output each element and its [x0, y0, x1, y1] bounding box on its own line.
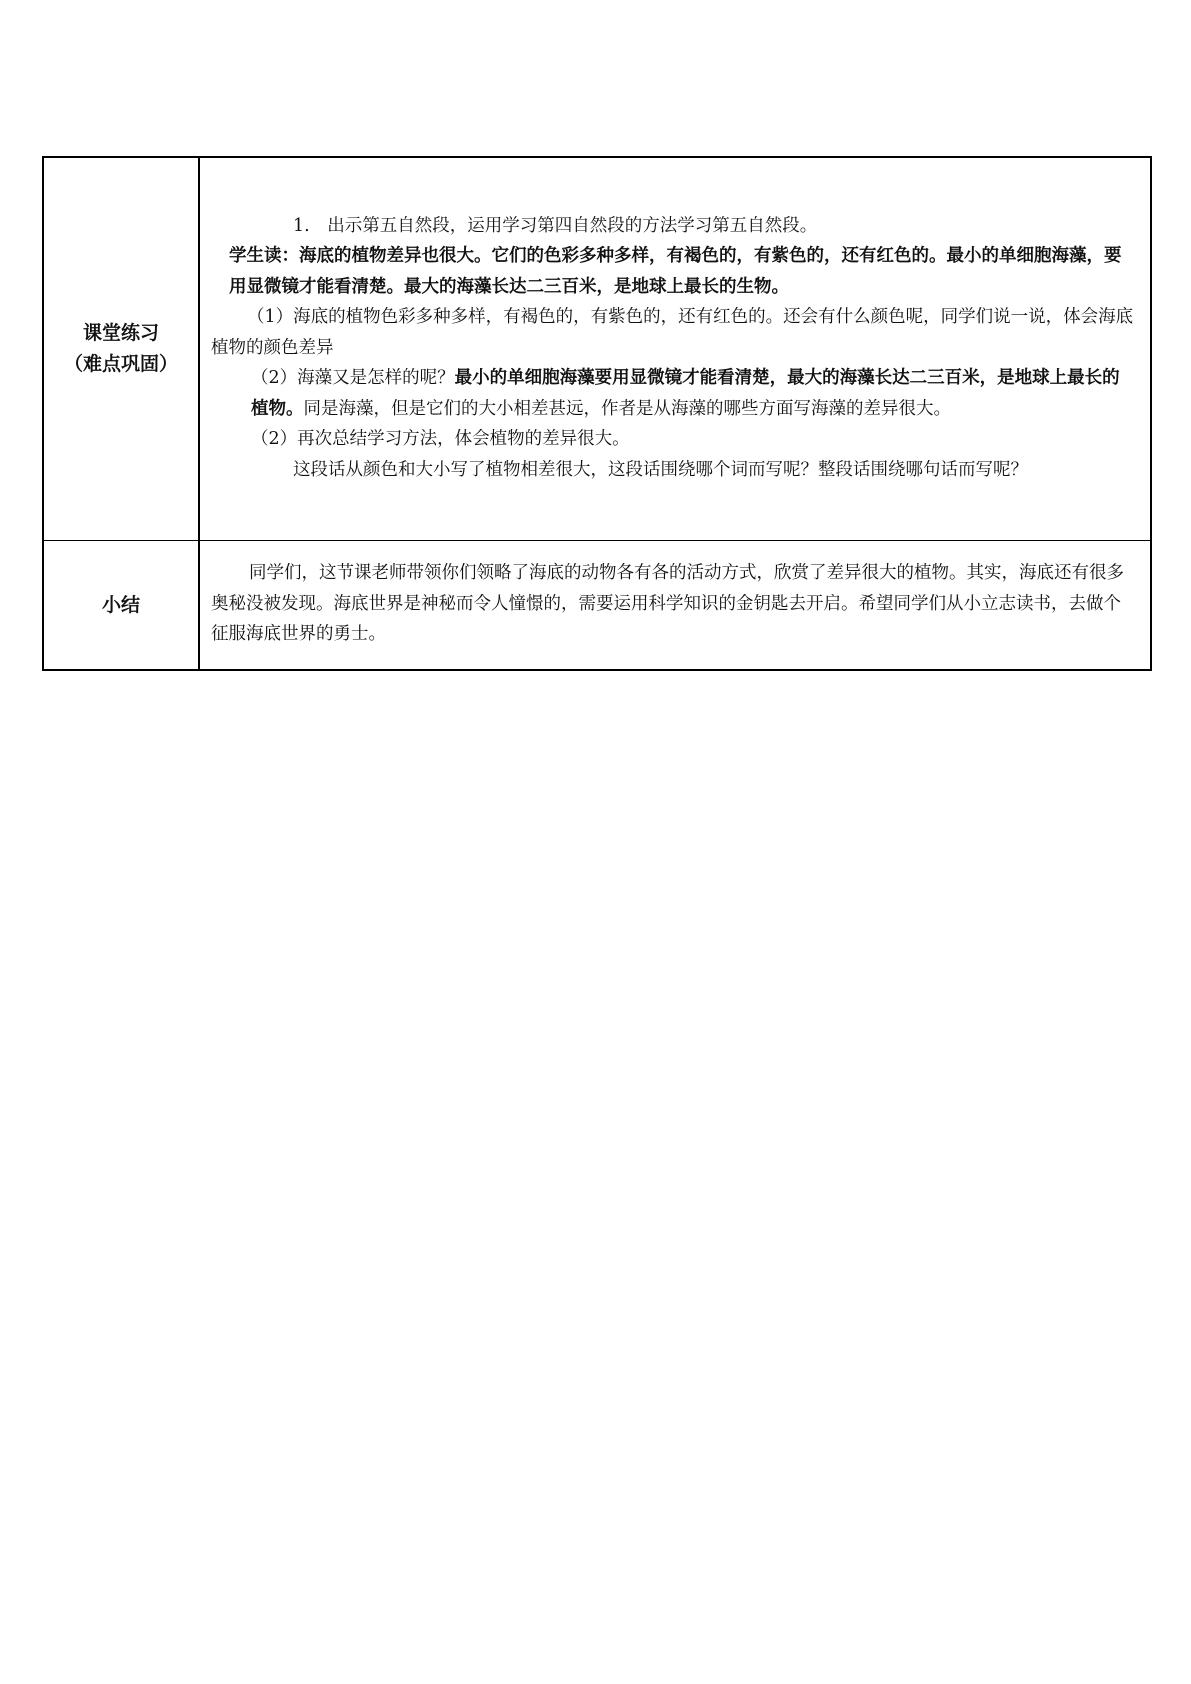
student-reading-paragraph — [211, 241, 1136, 302]
row-label-subtitle: （难点巩固） — [63, 353, 178, 375]
table-row — [43, 157, 1151, 541]
row-content-cell — [199, 157, 1151, 541]
row-label-cell — [43, 157, 199, 541]
question-item-2-rest: 同是海藻，但是它们的大小相差甚远，作者是从海藻的哪些方面写海藻的差异很大。 — [303, 398, 951, 419]
table-row — [43, 541, 1151, 671]
row-content-cell — [199, 541, 1151, 671]
question-item-2-prefix: （2）海藻又是怎样的呢？ — [251, 368, 455, 389]
reading-label: 学生读： — [229, 246, 299, 267]
question-item-1: （1）海底的植物色彩多种多样，有褐色的，有紫色的，还有红色的。还会有什么颜色呢，同学们说一说，体会海底植物的颜色差异 — [211, 307, 1134, 358]
summary-paragraph: 同学们，这节课老师带领你们领略了海底的动物各有各的活动方式，欣赏了差异很大的植物。其实，海底还有很多奥秘没被发现。海底世界是神秘而令人憧憬的，需要运用科学知识的金钥匙去开启。希望同学们从小立志读书，去做个征服海底世界的勇士。 — [211, 563, 1124, 645]
question-item-2 — [211, 363, 1136, 424]
row-label: 课堂练习 — [82, 322, 159, 344]
question-item-2-quote: 最小的单细胞海藻要用显微镜才能看清楚，最大的海藻长达二三百米，是地球上最长的植物。 — [251, 368, 1120, 419]
question-item-3: （2）再次总结学习方法，体会植物的差异很大。 — [251, 429, 630, 450]
row-label: 小结 — [101, 593, 140, 616]
reading-text: 海底的植物差异也很大。它们的色彩多种多样，有褐色的，有紫色的，还有红色的。最小的单细胞海藻，要用显微镜才能看清楚。最大的海藻长达二三百米，是地球上最长的生物。 — [229, 246, 1122, 297]
lesson-plan-table — [42, 156, 1152, 671]
step-paragraph: 1. 出示第五自然段，运用学习第四自然段的方法学习第五自然段。 — [293, 215, 818, 236]
closing-question: 这段话从颜色和大小写了植物相差很大，这段话围绕哪个词而写呢？整段话围绕哪句话而写呢？ — [293, 459, 1028, 480]
row-label-cell — [43, 541, 199, 671]
